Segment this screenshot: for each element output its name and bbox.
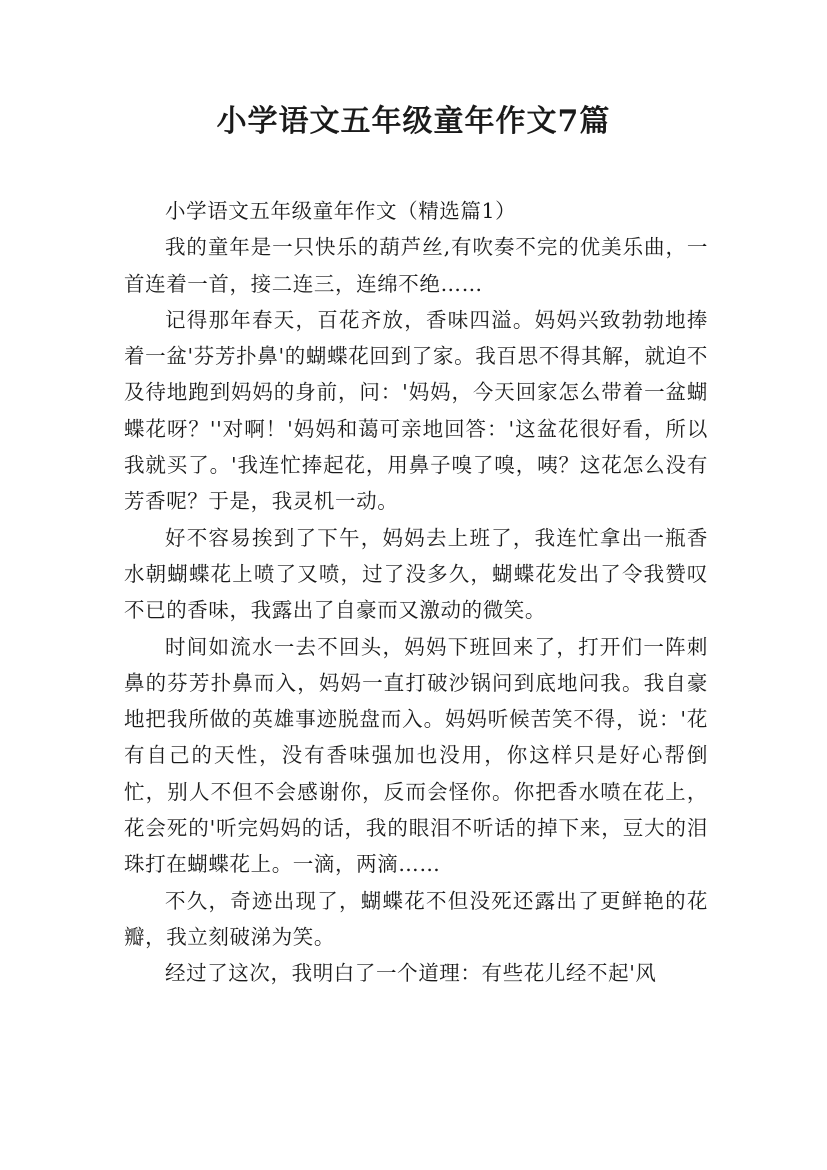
paragraph: 时间如流水一去不回头，妈妈下班回来了，打开们一阵刺鼻的芬芳扑鼻而入，妈妈一直打破沙锅问到底地问我。我自豪地把我所做的英雄事迹脱盘而入。妈妈听候苦笑不得，说：'花有自己的天性，没有香味强加也没用，你这样只是好心帮倒忙，别人不但不会感谢你，反而会怪你。你把香水喷在花上，花会死的'听完妈妈的话，我的眼泪不听话的掉下来，豆大的泪珠打在蝴蝶花上。一滴，两滴……: [124, 634, 708, 877]
section-heading: 小学语文五年级童年作文（精选篇1）: [165, 199, 517, 223]
paragraph: 不久，奇迹出现了，蝴蝶花不但没死还露出了更鲜艳的花瓣，我立刻破涕为笑。: [124, 888, 708, 949]
document-body: [124, 193, 708, 992]
paragraph: 我的童年是一只快乐的葫芦丝,有吹奏不完的优美乐曲，一首连着一首，接二连三，连绵不绝……: [124, 235, 708, 296]
paragraph: 记得那年春天，百花齐放，香味四溢。妈妈兴致勃勃地捧着一盆'芬芳扑鼻'的蝴蝶花回到了家。我百思不得其解，就迫不及待地跑到妈妈的身前，问：'妈妈，今天回家怎么带着一盆蝴蝶花呀？''对啊！'妈妈和蔼可亲地回答：'这盆花很好看，所以我就买了。'我连忙捧起花，用鼻子嗅了嗅，咦？这花怎么没有芳香呢？于是，我灵机一动。: [124, 307, 708, 514]
paragraph: 好不容易挨到了下午，妈妈去上班了，我连忙拿出一瓶香水朝蝴蝶花上喷了又喷，过了没多久，蝴蝶花发出了令我赞叹不已的香味，我露出了自豪而又激动的微笑。: [124, 525, 708, 623]
document-title: 小学语文五年级童年作文7篇: [216, 104, 611, 139]
paragraph: 经过了这次，我明白了一个道理：有些花儿经不起'风: [165, 961, 657, 986]
